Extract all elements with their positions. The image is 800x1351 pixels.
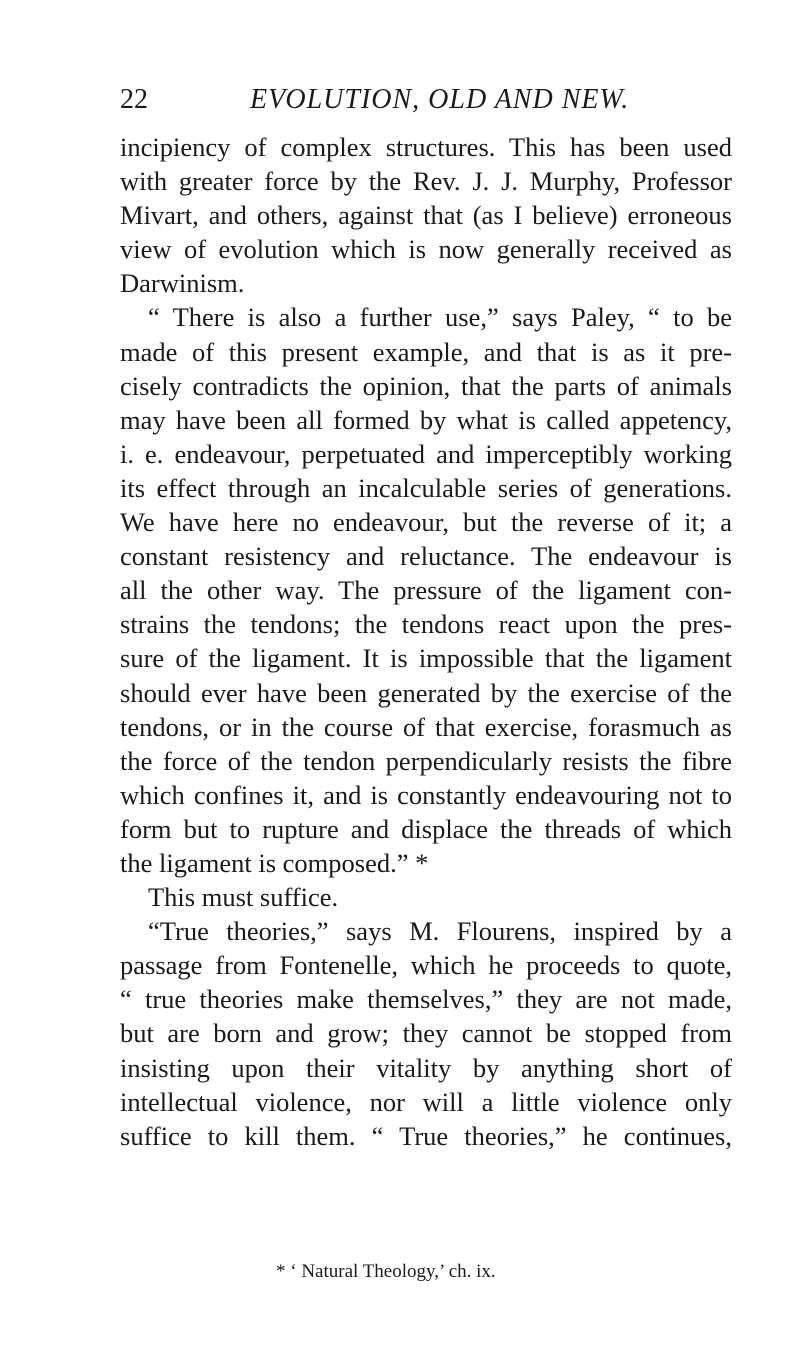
text-line: insisting upon their vitality by anything short of <box>120 1052 732 1083</box>
text-line: strains the tendons; the tendons react upon the pres- <box>120 609 732 640</box>
text-line: the ligament is composed.” * <box>120 847 429 878</box>
text-line: This must suffice. <box>148 882 339 913</box>
text-line: Mivart, and others, against that (as I believe) erroneous <box>120 200 732 231</box>
text-line: constant resistency and reluctance. The endeavour is <box>120 541 732 572</box>
text-line: made of this present example, and that is as it pre- <box>120 336 732 367</box>
footnote: * ‘ Natural Theology,’ ch. ix. <box>276 1261 496 1282</box>
text-line: passage from Fontenelle, which he proceeds to quote, <box>120 950 732 981</box>
body-text <box>120 130 732 1153</box>
text-line: intellectual violence, nor will a little violence only <box>120 1086 732 1117</box>
text-line: tendons, or in the course of that exercise, forasmuch as <box>120 711 732 742</box>
running-title: EVOLUTION, OLD AND NEW. <box>250 84 630 115</box>
text-line: cisely contradicts the opinion, that the parts of animals <box>120 370 732 401</box>
text-line: with greater force by the Rev. J. J. Murphy, Professor <box>120 166 732 197</box>
text-line: its effect through an incalculable series of generations. <box>120 472 732 503</box>
text-line: form but to rupture and displace the threads of which <box>120 813 732 844</box>
text-line: the force of the tendon perpendicularly resists the fibre <box>120 745 732 776</box>
text-line: suffice to kill them. “ True theories,” he continues, <box>120 1120 732 1151</box>
text-line: should ever have been generated by the exercise of the <box>120 677 732 708</box>
text-line: all the other way. The pressure of the ligament con- <box>120 575 732 606</box>
text-line: incipiency of complex structures. This has been used <box>120 132 732 162</box>
text-line: We have here no endeavour, but the reverse of it; a <box>120 507 732 538</box>
text-line: which confines it, and is constantly endeavouring not to <box>120 779 732 810</box>
text-line: “True theories,” says M. Flourens, inspired by a <box>148 916 732 947</box>
text-line: Darwinism. <box>120 268 245 299</box>
text-line: sure of the ligament. It is impossible that the ligament <box>120 643 732 674</box>
text-line: “ There is also a further use,” says Paley, “ to be <box>148 302 732 333</box>
text-line: but are born and grow; they cannot be stopped from <box>120 1018 732 1049</box>
text-line: “ true theories make themselves,” they are not made, <box>120 984 732 1015</box>
text-line: view of evolution which is now generally received as <box>120 234 732 265</box>
text-line: i. e. endeavour, perpetuated and imperceptibly working <box>120 438 732 469</box>
text-line: may have been all formed by what is called appetency, <box>120 404 732 435</box>
page-number: 22 <box>120 84 148 115</box>
